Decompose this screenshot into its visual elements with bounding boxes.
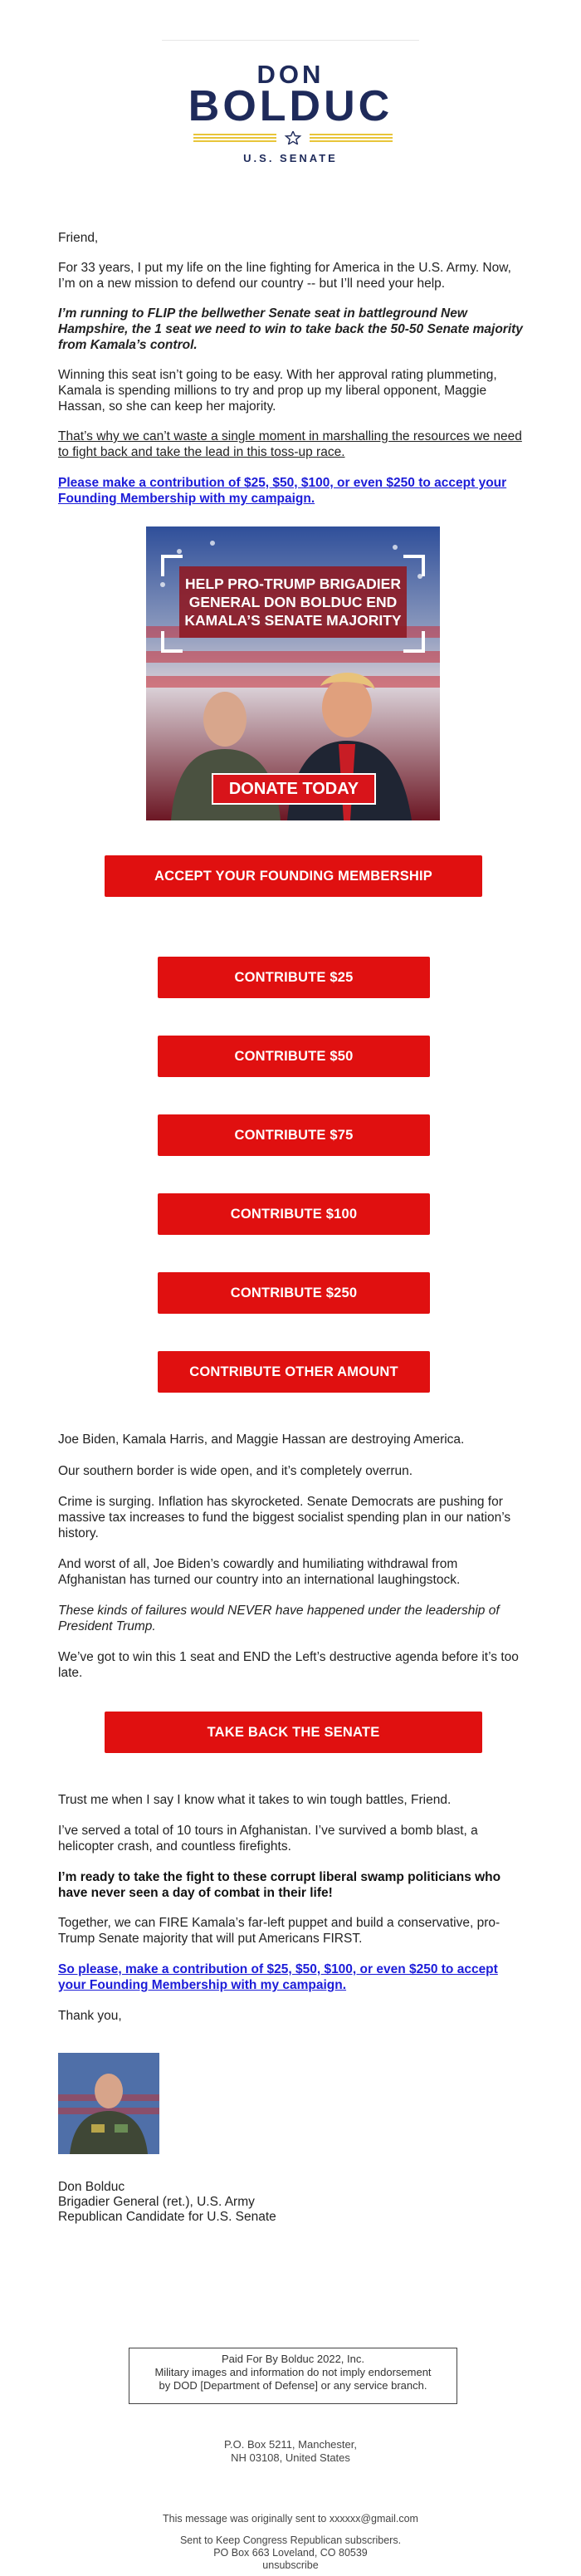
candidate-photo xyxy=(58,2053,159,2154)
hero-headline-line-2: GENERAL DON BOLDUC END xyxy=(188,594,398,610)
list-address: PO Box 663 Loveland, CO 80539 xyxy=(213,2547,368,2559)
paragraph-fire-kamala: Together, we can FIRE Kamala’s far-left puppet and build a conservative, pro-Trump Senate majority that will put Americans FIRST. xyxy=(58,1916,500,1946)
hero-headline-line-1: HELP PRO-TRUMP BRIGADIER xyxy=(185,575,401,592)
list-notice xyxy=(0,2534,581,2572)
paragraph-destroying-america: Joe Biden, Kamala Harris, and Maggie Hassan are destroying America. xyxy=(58,1432,465,1447)
contribute-250-button[interactable]: CONTRIBUTE $250 xyxy=(158,1272,430,1314)
signature-role: Republican Candidate for U.S. Senate xyxy=(58,2210,276,2224)
contribute-25-button[interactable]: CONTRIBUTE $25 xyxy=(158,957,430,998)
signature-name: Don Bolduc xyxy=(58,2180,125,2194)
logo-star-stripes-icon xyxy=(193,131,393,144)
address-line-1: P.O. Box 5211, Manchester, xyxy=(224,2438,357,2451)
paragraph-tours: I’ve served a total of 10 tours in Afghanistan. I’ve survived a bomb blast, a helicopter crash, and countless firefights. xyxy=(58,1824,478,1854)
unsubscribe-link[interactable]: unsubscribe xyxy=(262,2559,319,2571)
logo-first-name: DON xyxy=(256,60,325,89)
paragraph-ready-to-fight: I’m ready to take the fight to these corrupt liberal swamp politicians who have never seen a day of combat in their life! xyxy=(58,1870,501,1900)
paid-for-disclaimer xyxy=(129,2348,457,2404)
header-divider xyxy=(162,40,419,41)
signature-block xyxy=(58,2180,527,2225)
paragraph-win-seat: We’ve got to win this 1 seat and END the Left’s destructive agenda before it’s too late. xyxy=(58,1650,519,1680)
logo-last-name: BOLDUC xyxy=(188,82,393,130)
hero-headline-line-3: KAMALA’S SENATE MAJORITY xyxy=(184,612,402,629)
signature-title: Brigadier General (ret.), U.S. Army xyxy=(58,2195,255,2209)
hero-donate-button[interactable]: DONATE TODAY xyxy=(228,780,359,798)
disclaimer-line-2: by DOD [Department of Defense] or any service branch. xyxy=(159,2379,427,2392)
accept-founding-membership-button[interactable]: ACCEPT YOUR FOUNDING MEMBERSHIP xyxy=(105,855,482,897)
paragraph-trust-me: Trust me when I say I know what it takes to win tough battles, Friend. xyxy=(58,1793,452,1807)
paragraph-trump-leadership: These kinds of failures would NEVER have happened under the leadership of President Trump. xyxy=(58,1604,500,1633)
sign-off: Thank you, xyxy=(58,2009,122,2023)
paid-by-text: Paid For By Bolduc 2022, Inc. xyxy=(222,2353,364,2365)
greeting: Friend, xyxy=(58,231,99,245)
contribute-75-button[interactable]: CONTRIBUTE $75 xyxy=(158,1114,430,1156)
paragraph-crime: Crime is surging. Inflation has skyrocketed. Senate Democrats are pushing for massive tax increases to fund the biggest socialist spending plan in our nation’s history. xyxy=(58,1495,511,1540)
take-back-senate-button[interactable]: TAKE BACK THE SENATE xyxy=(105,1712,482,1753)
hero-donate-image[interactable] xyxy=(146,526,440,820)
logo-office: U.S. SENATE xyxy=(243,152,338,164)
paragraph-marshalling-resources: That’s why we can’t waste a single moment in marshalling the resources we need to fight back and take the lead in this toss-up race. xyxy=(58,429,522,459)
contribute-other-amount-button[interactable]: CONTRIBUTE OTHER AMOUNT xyxy=(158,1351,430,1393)
contribution-link-bottom[interactable]: So please, make a contribution of $25, $50, $100, or even $250 to accept your Founding Membership with my campaign. xyxy=(58,1962,498,1992)
contribution-link-top[interactable]: Please make a contribution of $25, $50, $100, or even $250 to accept your Founding Membership with my campaign. xyxy=(58,476,507,506)
paragraph-kamala-spending: Winning this seat isn’t going to be easy. With her approval rating plummeting, Kamala is spending millions to try and prop up my liberal opponent, Maggie Hassan, so she can keep her majority. xyxy=(58,368,497,414)
campaign-address xyxy=(0,2438,581,2465)
sent-to-notice: This message was originally sent to xxxxxx@gmail.com xyxy=(163,2513,418,2525)
paragraph-flip-seat: I’m running to FLIP the bellwether Senate seat in battleground New Hampshire, the 1 seat we need to win to take back the 50-50 Senate majority from Kamala’s control. xyxy=(58,306,523,352)
address-line-2: NH 03108, United States xyxy=(231,2451,350,2464)
disclaimer-line-1: Military images and information do not imply endorsement xyxy=(154,2366,432,2378)
paragraph-intro: For 33 years, I put my life on the line fighting for America in the U.S. Army. Now, I’m on a new mission to defend our country -- but I’ll need your help. xyxy=(58,261,511,291)
contribute-50-button[interactable]: CONTRIBUTE $50 xyxy=(158,1036,430,1077)
list-name: Sent to Keep Congress Republican subscribers. xyxy=(179,2534,402,2546)
paragraph-border: Our southern border is wide open, and it’s completely overrun. xyxy=(58,1464,413,1478)
hero-headline xyxy=(179,575,407,629)
contribute-100-button[interactable]: CONTRIBUTE $100 xyxy=(158,1193,430,1235)
candidate-portrait-icon xyxy=(58,2053,159,2154)
paragraph-afghanistan-withdrawal: And worst of all, Joe Biden’s cowardly and humiliating withdrawal from Afghanistan has turned our country into an international laughingstock. xyxy=(58,1557,461,1587)
